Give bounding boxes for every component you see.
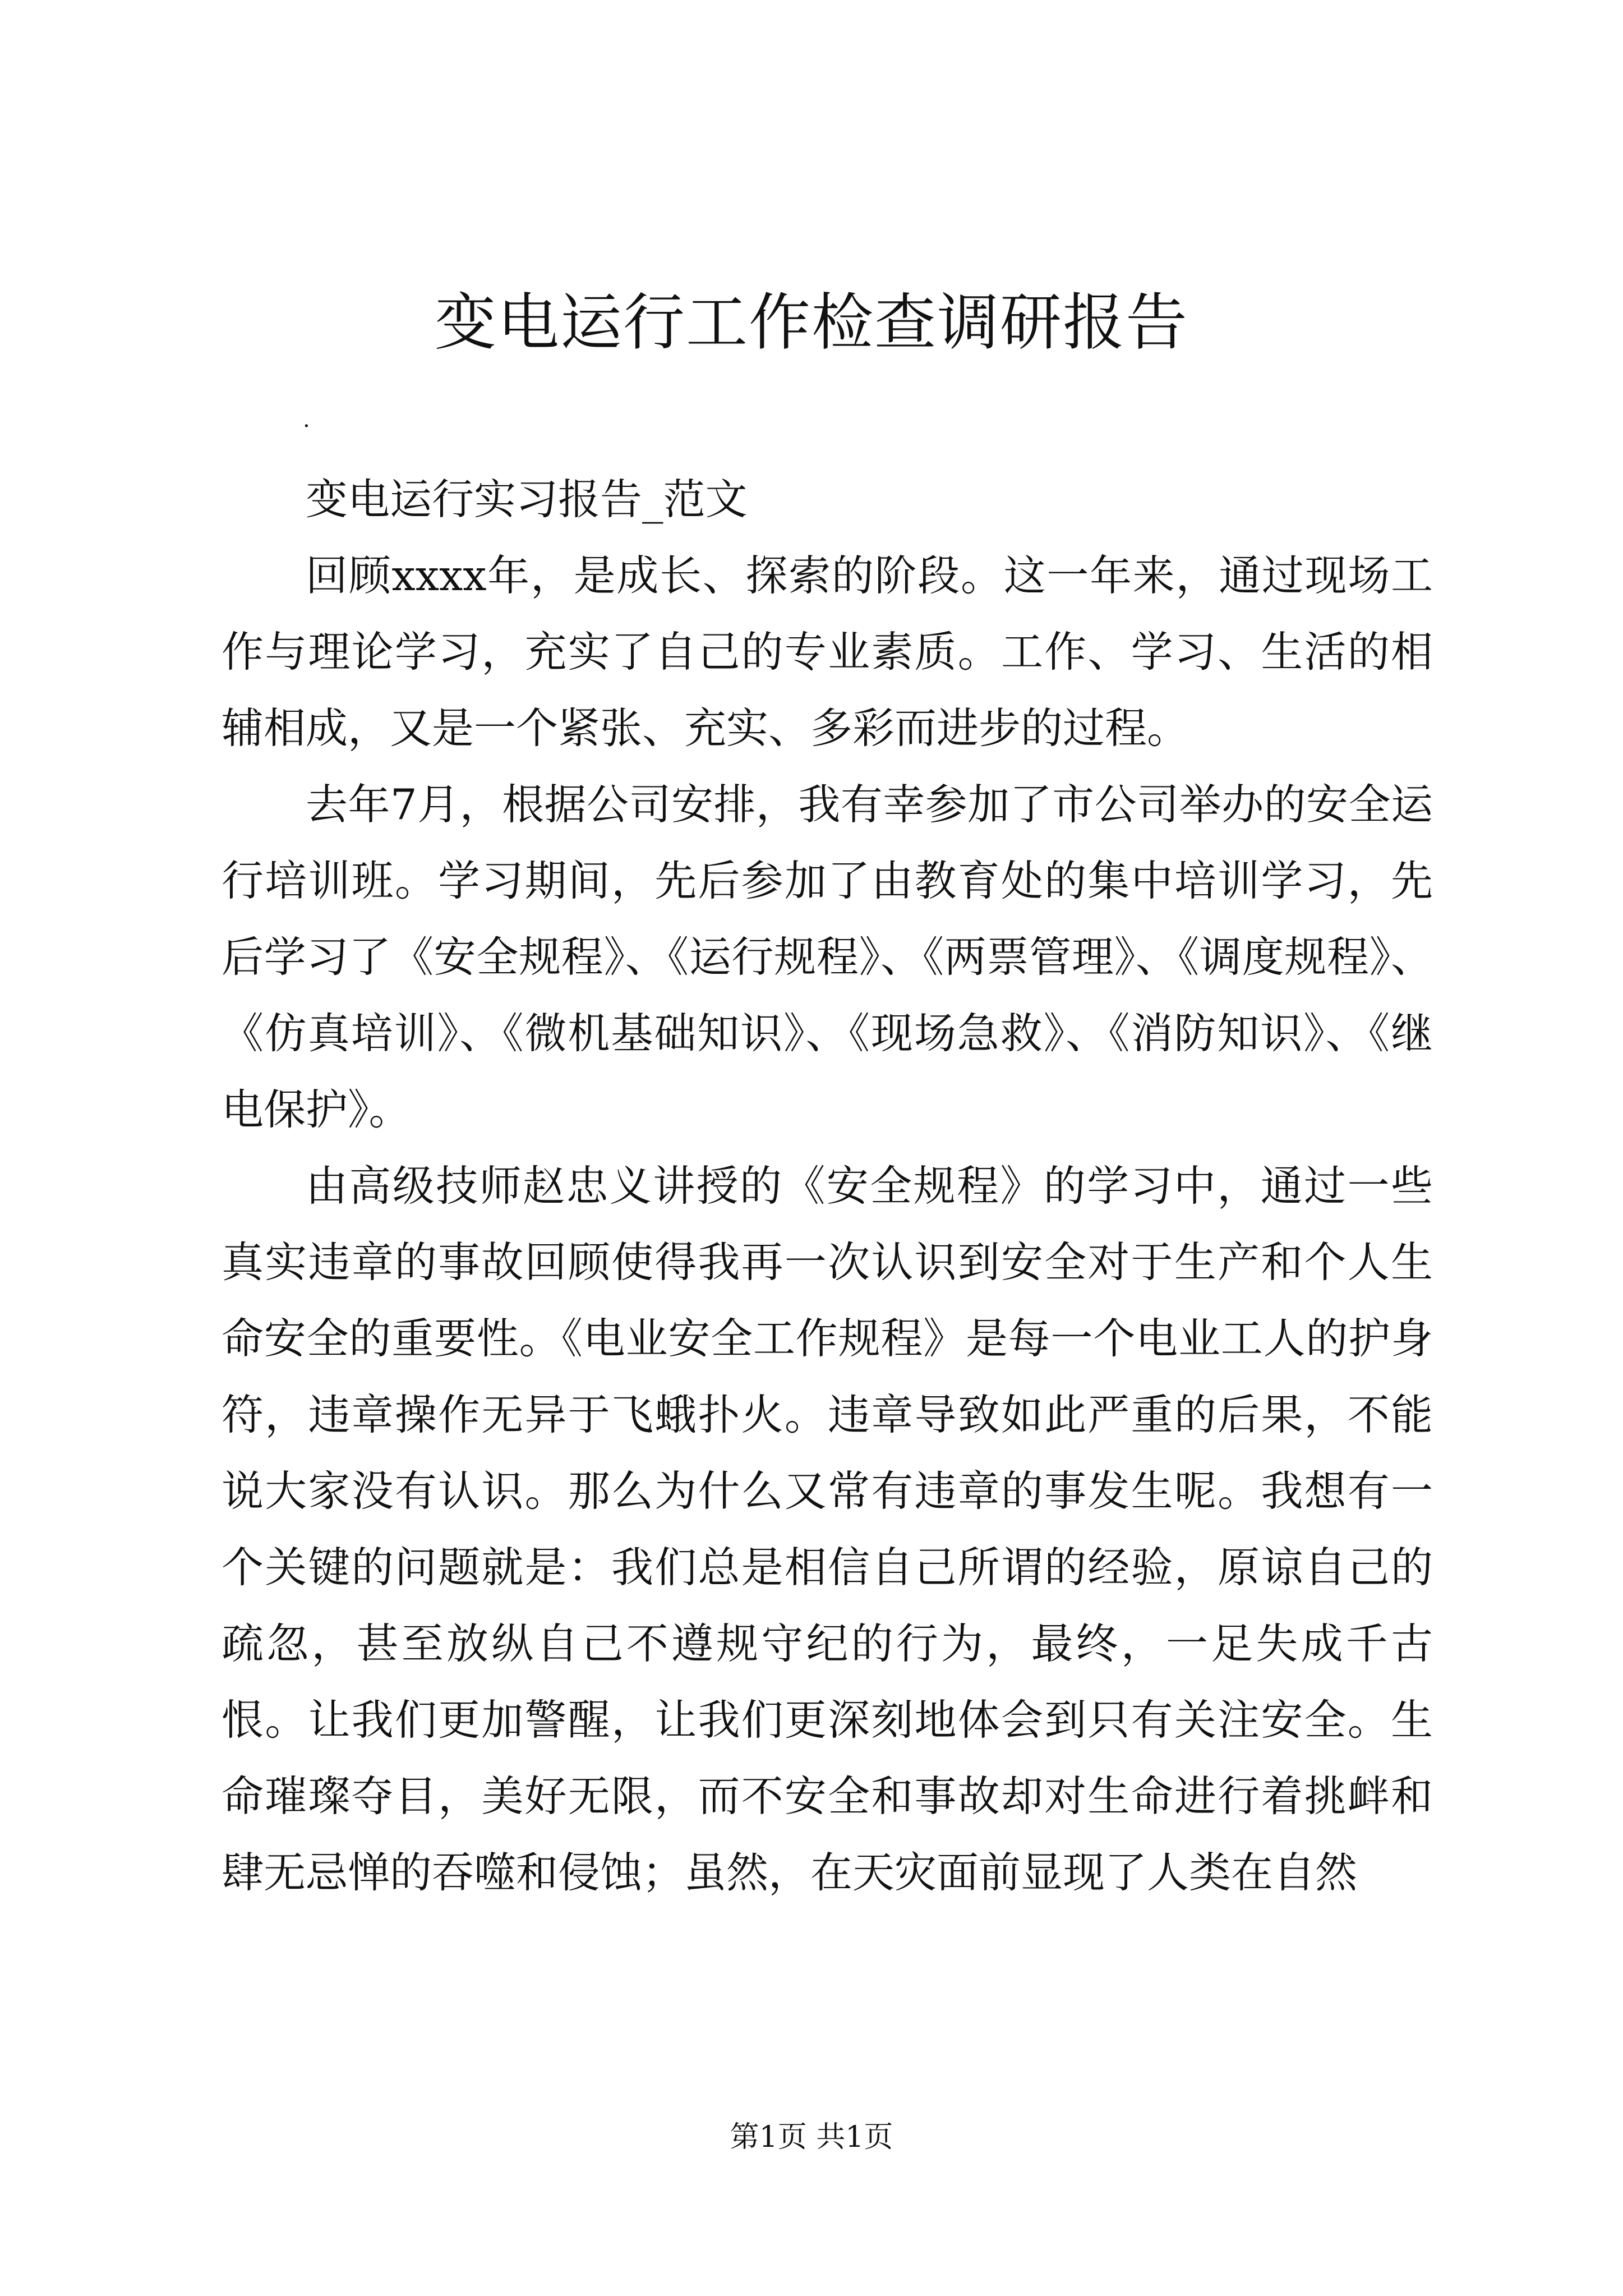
page-title: 变电运行工作检查调研报告 bbox=[435, 287, 1188, 358]
list-marker: . bbox=[303, 407, 310, 432]
document-subtitle: 变电运行实习报告_范文 bbox=[306, 475, 748, 524]
document-body bbox=[222, 461, 1433, 1911]
paragraph-3: 由高级技师赵忠义讲授的《安全规程》的学习中，通过一些真实违章的事故回顾使得我再一次认识到安全对于生产和个人生命安全的重要性。《电业安全工作规程》是每一个电业工人的护身符，违章操作无异于飞蛾扑火。违章导致如此严重的后果，不能说大家没有认识。那么为什么又常有违章的事发生呢。我想有一个关键的问题就是：我们总是相信自己所谓的经验，原谅自己的疏忽，甚至放纵自己不遵规守纪的行为，最终，一足失成千古恨。让我们更加警醒，让我们更深刻地体会到只有关注安全。生命璀璨夺目，美好无限，而不安全和事故却对生命进行着挑衅和肆无忌惮的吞噬和侵蚀；虽然，在天灾面前显现了人类在自然 bbox=[222, 1161, 1433, 1897]
page-number-footer: 第1页 共1页 bbox=[730, 2120, 893, 2154]
paragraph-2: 去年7月，根据公司安排，我有幸参加了市公司举办的安全运行培训班。学习期间，先后参加了由教育处的集中培训学习，先后学习了《安全规程》、《运行规程》、《两票管理》、《调度规程》、《仿真培训》、《微机基础知识》、《现场急救》、《消防知识》、《继电保护》。 bbox=[222, 780, 1433, 1134]
paragraph-1: 回顾xxxx年，是成长、探索的阶段。这一年来，通过现场工作与理论学习，充实了自己的专业素质。工作、学习、生活的相辅相成，又是一个紧张、充实、多彩而进步的过程。 bbox=[222, 551, 1433, 753]
